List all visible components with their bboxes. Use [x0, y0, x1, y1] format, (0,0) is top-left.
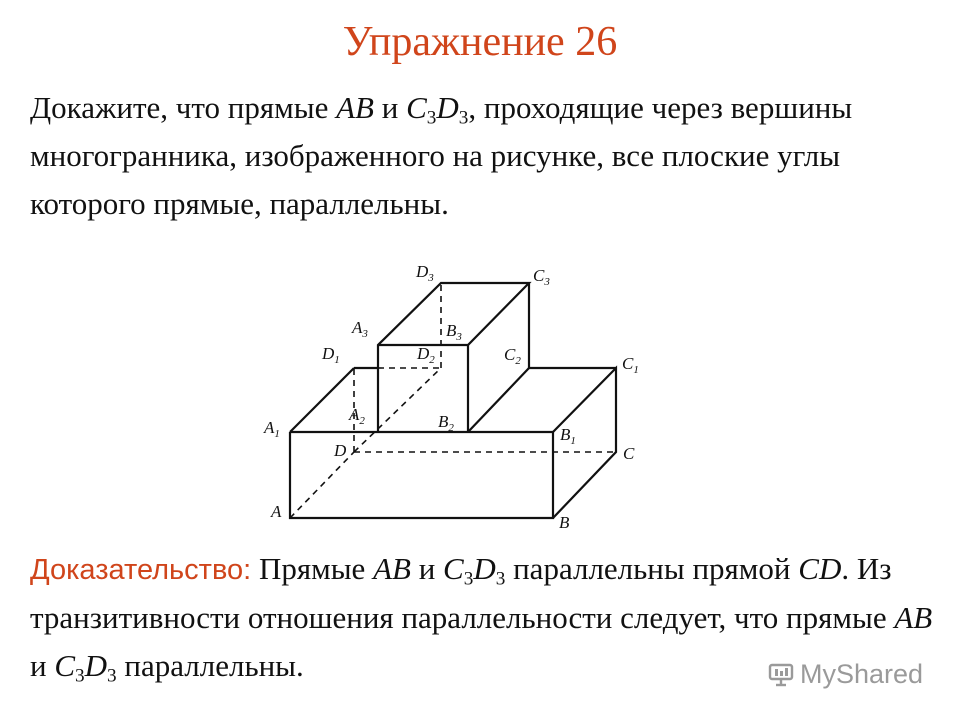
watermark[interactable]: [768, 656, 923, 692]
hidden-edges: [290, 283, 616, 518]
slide-title: Упражнение 26: [342, 19, 618, 65]
problem-statement: Докажите, что прямые AB и $C_3D_3$, проходящие через вершины многогранника, изображенного на рисунке, все плоские углы которого прямые, параллельны.: [30, 90, 853, 221]
vertex-label-D2: $D_2$: [417, 344, 435, 366]
vertex-label-A1: $A_1$: [264, 418, 280, 440]
proof-label: Доказательство:: [30, 554, 252, 586]
vertex-label-A: A: [271, 502, 282, 521]
visible-edges: [290, 283, 616, 518]
vertex-label-B1: $B_1$: [560, 425, 576, 447]
vertex-label-B2: $B_2$: [438, 412, 454, 434]
vertex-label-D: D: [334, 441, 347, 460]
watermark-text: MyShared: [800, 658, 924, 689]
vertex-labels: [263, 262, 639, 532]
vertex-label-B3: $B_3$: [446, 321, 462, 343]
vertex-label-D1: $D_1$: [322, 344, 340, 366]
vertex-label-D3: $D_3$: [416, 262, 434, 284]
presentation-board-icon: [768, 661, 794, 687]
vertex-label-A2: $A_2$: [349, 405, 365, 427]
vertex-label-A3: $A_3$: [352, 318, 368, 340]
vertex-label-C3: $C_3$: [533, 266, 550, 288]
vertex-label-B: B: [559, 513, 570, 532]
vertex-label-C2: $C_2$: [504, 345, 521, 367]
vertex-label-C: C: [623, 444, 635, 463]
vertex-label-C1: $C_1$: [622, 354, 639, 376]
proof-text: Доказательство: Прямые AB и $C_3D_3$ параллельны прямой CD. Из транзитивности отношения параллельности следует, что прямые AB и $C_3D_3$ параллельны.: [30, 551, 933, 687]
